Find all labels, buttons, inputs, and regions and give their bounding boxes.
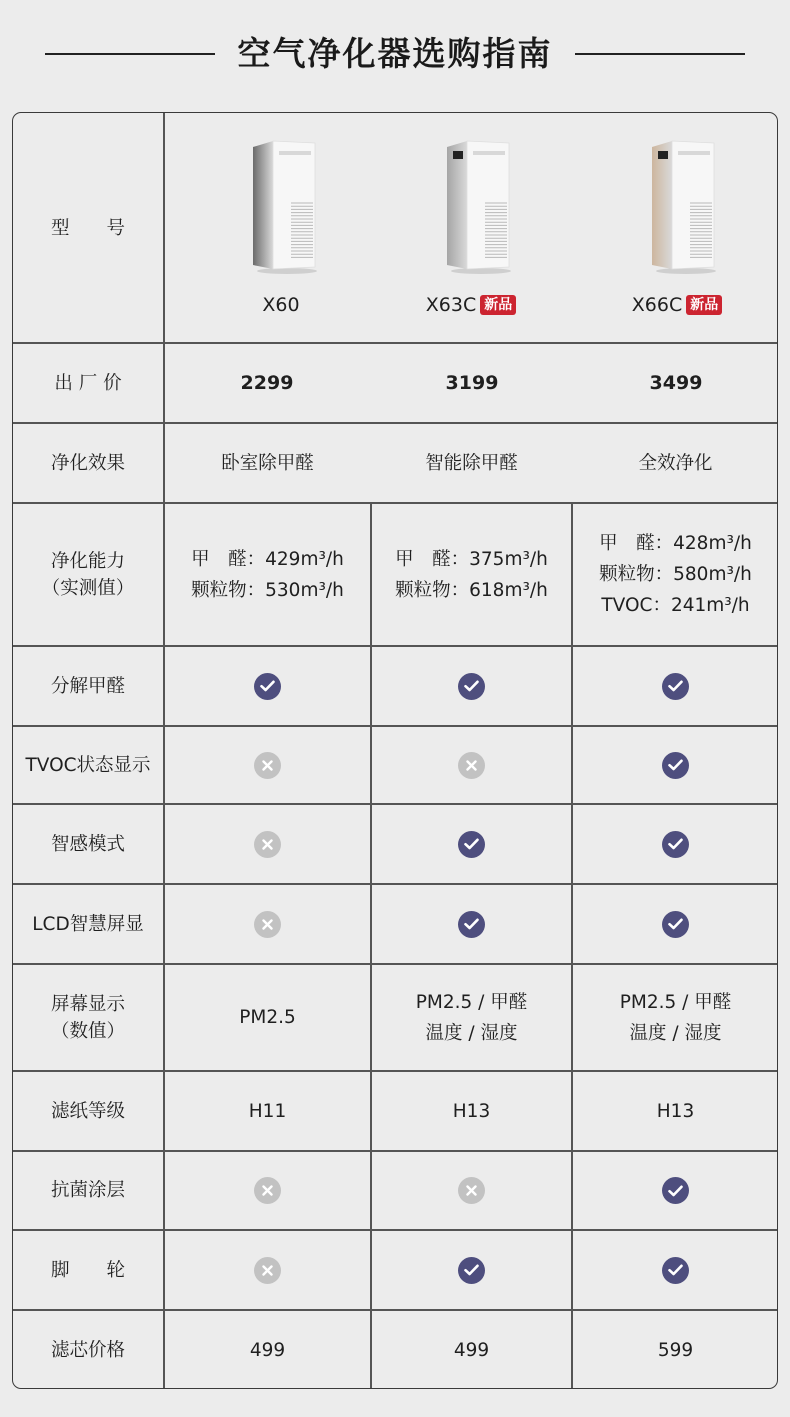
filter-price-value: 499: [249, 1339, 286, 1361]
lcd-label-text: LCD智慧屏显: [32, 913, 144, 935]
purification-capacity-value: [572, 503, 778, 646]
filter-price-value: 599: [657, 1339, 694, 1361]
check-circle-icon: [458, 911, 485, 938]
screen-label: [13, 964, 163, 1071]
effect-label: [13, 423, 163, 503]
cross-circle-icon: [254, 831, 281, 858]
title-divider-right: [575, 53, 745, 55]
purification-capacity-value: [371, 503, 572, 646]
screen-display-value: [572, 964, 778, 1071]
check-circle-icon: [662, 911, 689, 938]
decompose-status: [572, 646, 778, 726]
lcd-status: [164, 884, 371, 964]
wheels-label-text: 脚 轮: [50, 1259, 125, 1281]
antibacterial-status: [164, 1151, 371, 1230]
purification-effect-value: 智能除甲醛: [425, 452, 518, 474]
capacity-label: [13, 503, 163, 646]
tvoc-label: [13, 726, 163, 804]
filter-price-value: 499: [453, 1339, 490, 1361]
smart-label: [13, 804, 163, 884]
factory-price-value: 2299: [240, 371, 294, 394]
purification-capacity-value-line: 甲 醛：429m³/h: [191, 548, 344, 570]
check-circle-icon: [458, 831, 485, 858]
model-name-text: X60: [262, 294, 300, 316]
cross-circle-icon: [254, 1177, 281, 1204]
check-circle-icon: [662, 673, 689, 700]
cross-circle-icon: [254, 1257, 281, 1284]
tvoc-status: [572, 726, 778, 804]
filter-grade-value: H13: [656, 1100, 695, 1122]
screen-display-value-line: PM2.5 / 甲醛: [619, 991, 732, 1013]
decompose-status: [164, 646, 371, 726]
cross-circle-icon: [458, 1177, 485, 1204]
check-circle-icon: [458, 1257, 485, 1284]
filter_grade-label-text: 滤纸等级: [50, 1100, 125, 1122]
filter_grade-label: [13, 1071, 163, 1151]
model-name-text: X63C: [425, 294, 477, 316]
smart-status: [572, 804, 778, 884]
screen-display-value-line: PM2.5 / 甲醛: [415, 991, 528, 1013]
screen-label-text: （数值）: [50, 1020, 125, 1042]
screen-display-value-line: PM2.5: [239, 1007, 296, 1028]
cross-circle-icon: [458, 752, 485, 779]
check-circle-icon: [458, 673, 485, 700]
filter_price-label-text: 滤芯价格: [50, 1339, 125, 1361]
purification-effect-value: 全效净化: [638, 452, 713, 474]
capacity-label-text: （实测值）: [41, 577, 135, 599]
wheels-status: [572, 1230, 778, 1310]
antibacterial-status: [572, 1151, 778, 1230]
wheels-status: [164, 1230, 371, 1310]
purification-capacity-value: [164, 503, 371, 646]
capacity-label-text: 净化能力: [50, 550, 125, 572]
factory-price-value: 3499: [649, 371, 703, 394]
check-circle-icon: [662, 1257, 689, 1284]
screen-display-value-line: 温度 / 湿度: [629, 1022, 722, 1044]
model-label-text: 型 号: [50, 217, 125, 239]
check-circle-icon: [662, 752, 689, 779]
antibacterial-status: [371, 1151, 572, 1230]
check-circle-icon: [254, 673, 281, 700]
purification-capacity-value-line: 甲 醛：428m³/h: [599, 533, 752, 554]
screen-display-value: [164, 964, 371, 1071]
screen-label-text: 屏幕显示: [50, 993, 125, 1015]
smart-status: [164, 804, 371, 884]
page-title: 空气净化器选购指南: [237, 34, 553, 73]
screen-display-value: [371, 964, 572, 1071]
model-name-text: X66C: [631, 294, 683, 316]
factory-price-value: 3199: [445, 371, 499, 394]
filter-grade-value: H11: [248, 1100, 287, 1122]
smart-label-text: 智感模式: [50, 833, 125, 855]
purification-capacity-value-line: TVOC：241m³/h: [601, 595, 750, 616]
decompose-label-text: 分解甲醛: [50, 675, 125, 697]
screen-display-value-line: 温度 / 湿度: [425, 1022, 518, 1044]
purification-capacity-value-line: 颗粒物：530m³/h: [191, 579, 344, 601]
purification-capacity-value-line: 颗粒物：618m³/h: [395, 579, 548, 601]
cross-circle-icon: [254, 752, 281, 779]
purification-capacity-value-line: 甲 醛：375m³/h: [395, 548, 548, 570]
product-image-x63c: [445, 139, 513, 275]
tvoc-label-text: TVOC状态显示: [25, 754, 151, 776]
page-header: [0, 0, 790, 110]
model-name: [607, 291, 747, 319]
model-name: [401, 291, 541, 319]
tvoc-status: [164, 726, 371, 804]
check-circle-icon: [662, 1177, 689, 1204]
smart-status: [371, 804, 572, 884]
lcd-status: [371, 884, 572, 964]
decompose-label: [13, 646, 163, 726]
antibacterial-label-text: 抗菌涂层: [50, 1180, 125, 1201]
comparison-table: [12, 112, 778, 1389]
lcd-label: [13, 884, 163, 964]
new-badge: 新品: [686, 295, 722, 315]
product-image-x60: [251, 139, 319, 275]
wheels-label: [13, 1230, 163, 1310]
product-image-x66c: [650, 139, 718, 275]
model-label: [13, 113, 163, 343]
purification-effect-value: 卧室除甲醛: [221, 452, 314, 474]
new-badge: 新品: [480, 295, 516, 315]
model-name: [211, 291, 351, 319]
filter_price-label: [13, 1310, 163, 1389]
cross-circle-icon: [254, 911, 281, 938]
effect-label-text: 净化效果: [50, 452, 125, 474]
price-label-text: 出 厂 价: [54, 372, 122, 394]
wheels-status: [371, 1230, 572, 1310]
filter-grade-value: H13: [452, 1100, 491, 1122]
title-divider-left: [45, 53, 215, 55]
purification-capacity-value-line: 颗粒物：580m³/h: [599, 564, 752, 585]
lcd-status: [572, 884, 778, 964]
decompose-status: [371, 646, 572, 726]
tvoc-status: [371, 726, 572, 804]
price-label: [13, 343, 163, 423]
check-circle-icon: [662, 831, 689, 858]
antibacterial-label: [13, 1151, 163, 1230]
